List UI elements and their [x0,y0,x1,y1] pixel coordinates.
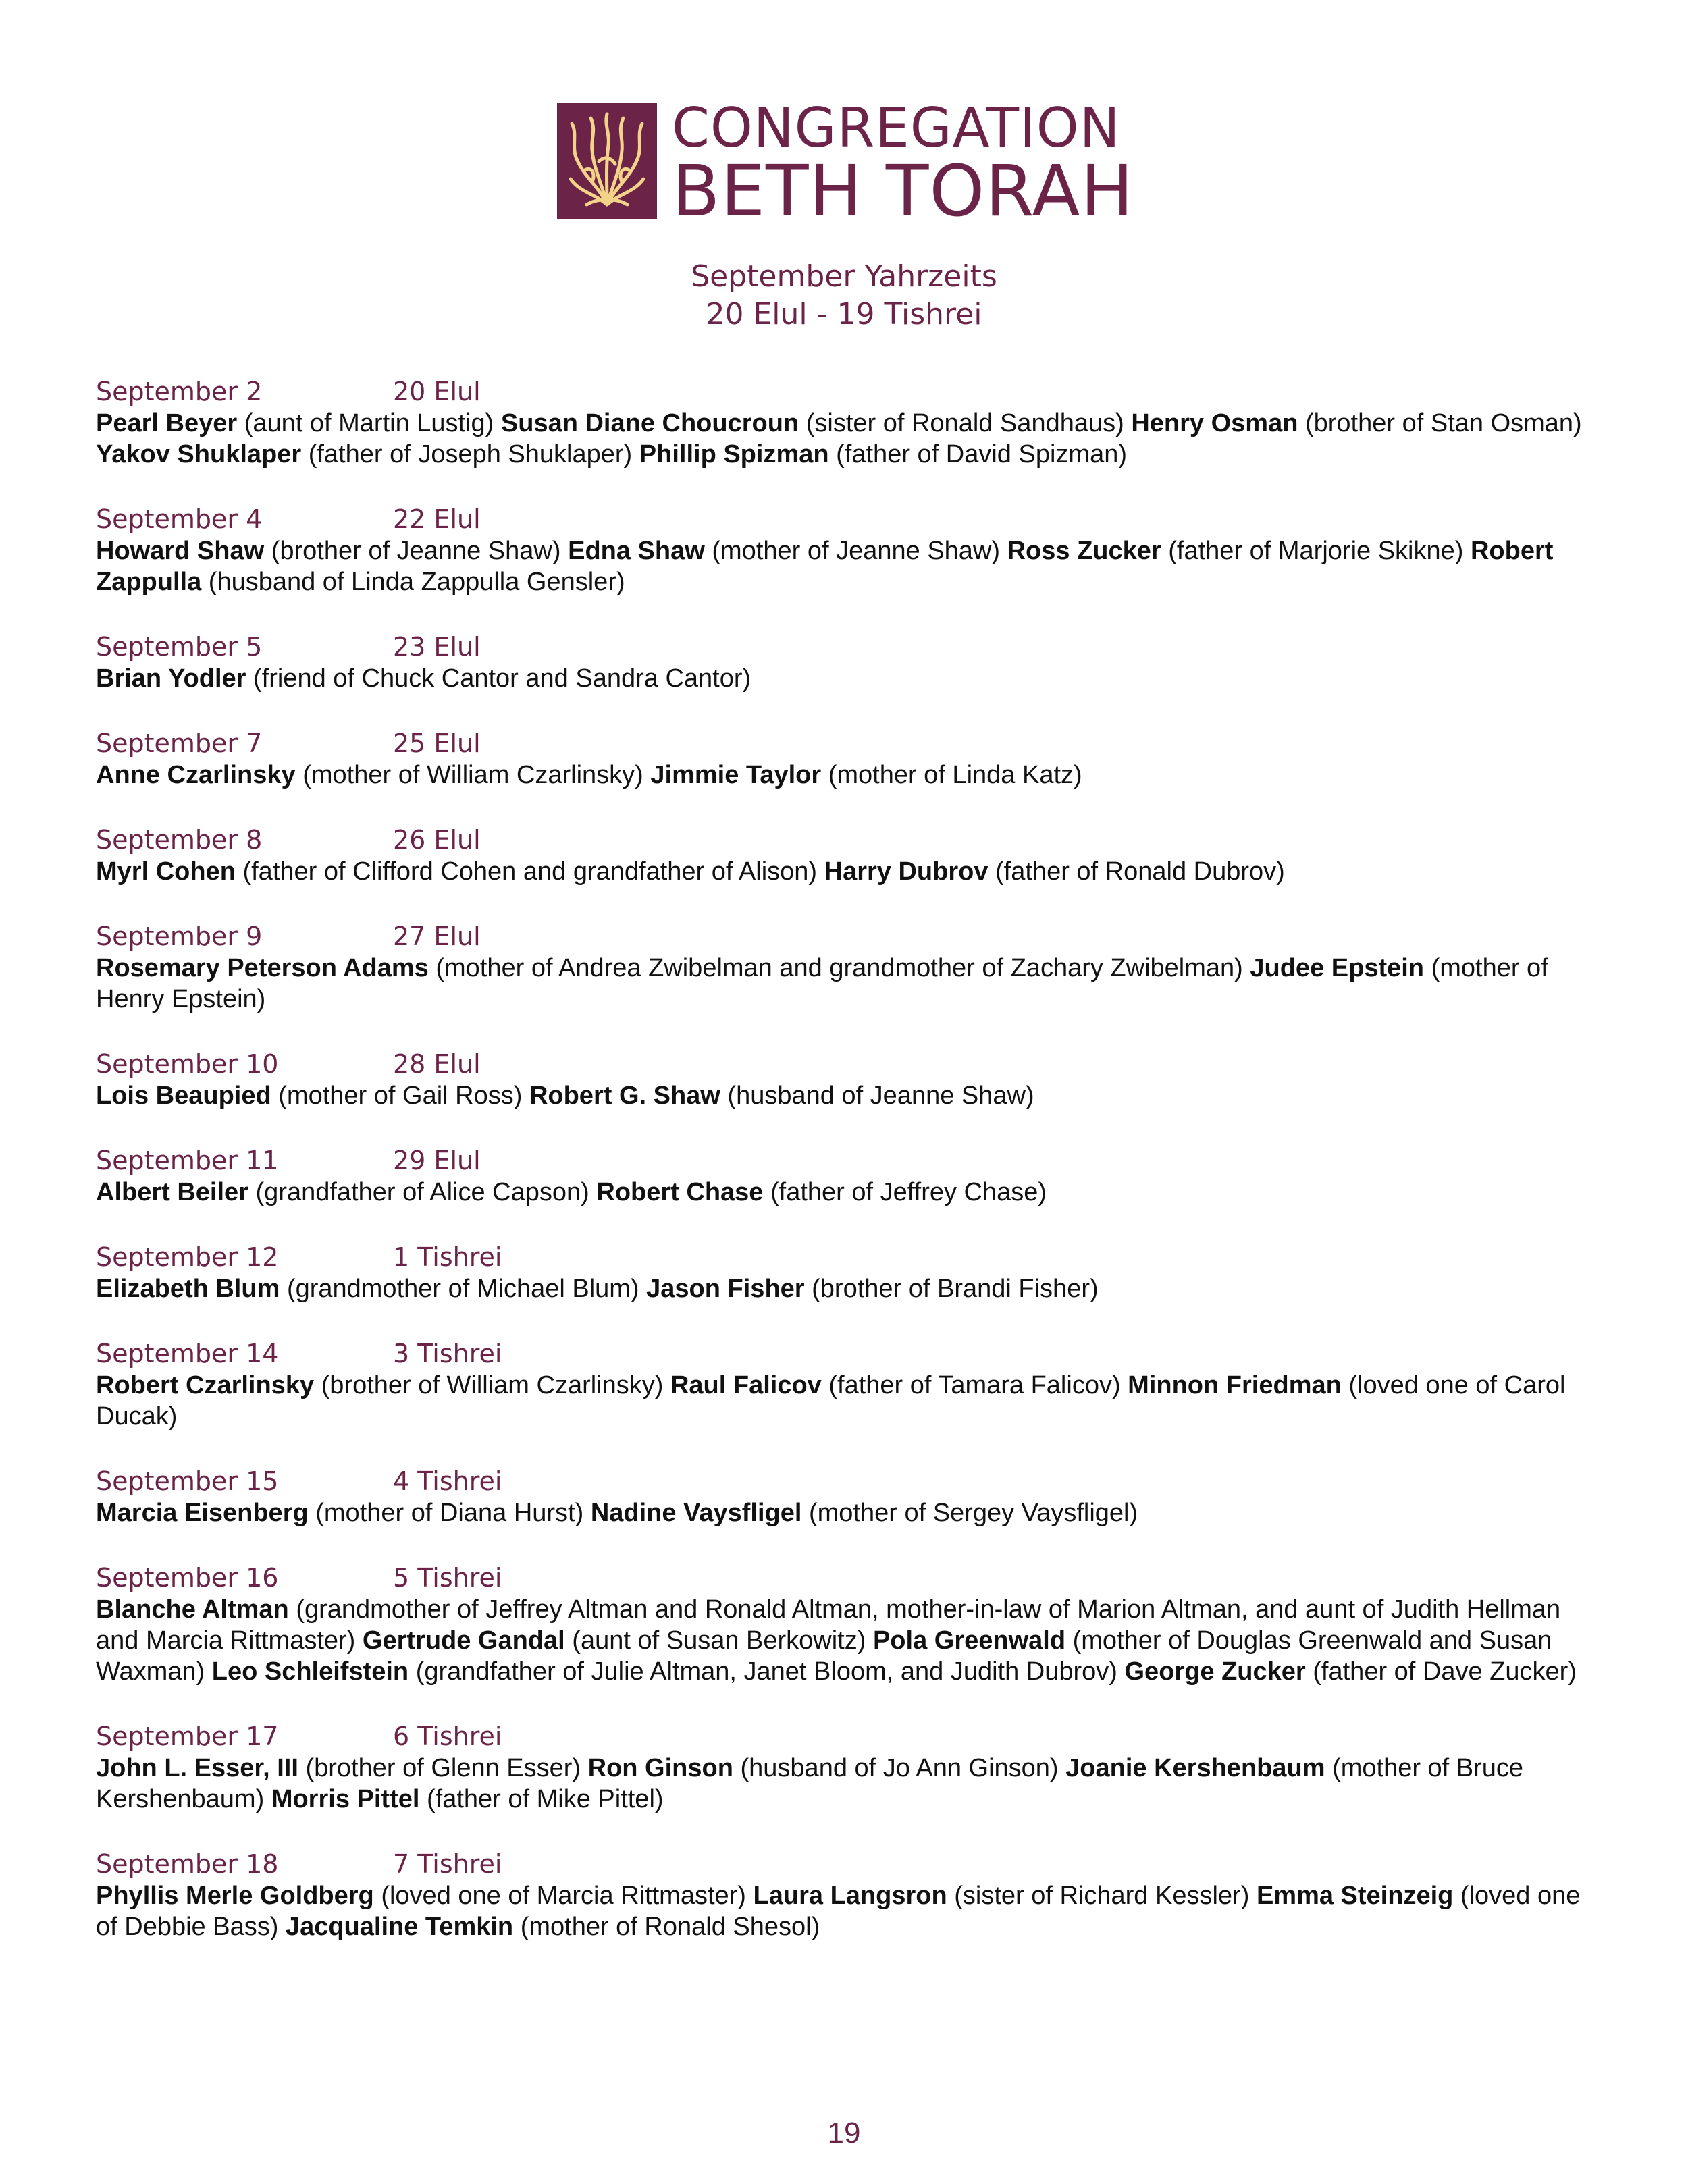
relation-text: (friend of Chuck Cantor and Sandra Cantor) [253,664,751,693]
relation-text: (brother of Stan Osman) [1304,409,1582,437]
deceased-name: Susan Diane Choucroun [500,409,799,437]
deceased-name: Laura Langsron [753,1882,947,1910]
hebrew-date: 4 Tishrei [393,1466,502,1496]
relation-text: (mother of Douglas Greenwald and Susan Waxman) [96,1626,1552,1686]
logo-line-2: BETH TORAH [672,150,1134,232]
yahrzeit-entry [96,1338,1602,1432]
relation-text: (brother of Brandi Fisher) [812,1275,1099,1303]
hebrew-date: 7 Tishrei [393,1849,502,1879]
deceased-name: Yakov Shuklaper [96,440,302,469]
entry-date-row [96,376,1602,408]
deceased-name: Jason Fisher [646,1275,805,1303]
deceased-name: Nadine Vaysfligel [590,1499,802,1527]
entry-date-row [96,728,1602,760]
gregorian-date: September 4 [96,504,263,534]
deceased-name: Raul Falicov [670,1371,822,1400]
yahrzeit-entry [96,1242,1602,1304]
yahrzeit-entry [96,1848,1602,1942]
deceased-name: Harry Dubrov [824,857,988,886]
relation-text: (father of Jeffrey Chase) [770,1178,1047,1206]
entry-date-row [96,824,1602,856]
relation-text: (father of David Spizman) [836,440,1127,469]
relation-text: (mother of Bruce Kershenbaum) [96,1754,1524,1813]
entry-names [96,1497,1602,1528]
entry-date-row [96,1338,1602,1370]
relation-text: (sister of Richard Kessler) [954,1882,1250,1910]
yahrzeit-entry [96,824,1602,887]
relation-text: (aunt of Susan Berkowitz) [572,1626,866,1655]
deceased-name: Phillip Spizman [639,440,829,469]
hebrew-date: 29 Elul [393,1146,481,1175]
date-range-subtitle: 20 Elul - 19 Tishrei [706,297,982,331]
entry-date-row [96,1721,1602,1753]
relation-text: (mother of William Czarlinsky) [302,761,643,789]
relation-text: (grandmother of Michael Blum) [286,1275,639,1303]
relation-text: (father of Dave Zucker) [1313,1657,1577,1686]
yahrzeit-list [96,376,1602,1942]
gregorian-date: September 12 [96,1242,279,1272]
gregorian-date: September 18 [96,1849,279,1879]
relation-text: (father of Joseph Shuklaper) [308,440,633,469]
congregation-logo [557,97,1134,232]
deceased-name: Emma Steinzeig [1256,1882,1454,1910]
entry-date-row [96,921,1602,953]
yahrzeit-entry [96,728,1602,791]
deceased-name: Elizabeth Blum [96,1275,280,1303]
relation-text: (brother of William Czarlinsky) [321,1371,664,1400]
gregorian-date: September 16 [96,1563,279,1593]
entry-date-row [96,1242,1602,1273]
deceased-name: Rosemary Peterson Adams [96,954,429,982]
deceased-name: Pola Greenwald [872,1626,1066,1655]
deceased-name: Marcia Eisenberg [96,1499,309,1527]
logo-wordmark [672,97,1134,232]
relation-text: (grandfather of Julie Altman, Janet Bloom, and Judith Dubrov) [415,1657,1117,1686]
deceased-name: Brian Yodler [96,664,246,693]
gregorian-date: September 8 [96,825,263,855]
entry-date-row [96,1466,1602,1497]
yahrzeit-entry [96,1048,1602,1111]
deceased-name: Judee Epstein [1250,954,1425,982]
deceased-name: Robert Zappulla [96,537,1554,596]
deceased-name: Henry Osman [1131,409,1298,437]
gregorian-date: September 2 [96,377,263,406]
relation-text: (father of Marjorie Skikne) [1168,537,1464,565]
hebrew-date: 3 Tishrei [393,1339,502,1368]
relation-text: (aunt of Martin Lustig) [244,409,494,437]
deceased-name: Minnon Friedman [1128,1371,1342,1400]
yahrzeit-entry [96,1721,1602,1815]
deceased-name: Robert Chase [596,1178,764,1206]
entry-names [96,1273,1602,1304]
relation-text: (husband of Jeanne Shaw) [727,1082,1034,1110]
relation-text: (mother of Henry Epstein) [96,954,1548,1013]
logo-line-1: CONGREGATION [672,97,1121,159]
entry-names [96,953,1602,1015]
yahrzeit-entry [96,1562,1602,1687]
entry-names [96,1753,1602,1815]
gregorian-date: September 7 [96,728,263,758]
relation-text: (mother of Sergey Vaysfligel) [808,1499,1138,1527]
yahrzeit-entry [96,631,1602,694]
entry-names [96,663,1602,694]
relation-text: (mother of Linda Katz) [828,761,1082,789]
deceased-name: Phyllis Merle Goldberg [96,1882,374,1910]
deceased-name: Lois Beaupied [96,1082,271,1110]
entry-date-row [96,504,1602,535]
entry-names [96,856,1602,887]
entry-names [96,1177,1602,1208]
deceased-name: John L. Esser, III [96,1754,298,1782]
entry-names [96,535,1602,597]
yahrzeit-entry [96,1466,1602,1528]
relation-text: (husband of Jo Ann Ginson) [740,1754,1059,1782]
entry-date-row [96,1848,1602,1880]
gregorian-date: September 11 [96,1146,279,1175]
entry-names [96,1370,1602,1432]
deceased-name: Pearl Beyer [96,409,238,437]
relation-text: (mother of Gail Ross) [278,1082,523,1110]
hebrew-date: 28 Elul [393,1049,481,1079]
page-title: September Yahrzeits [691,259,997,294]
deceased-name: Gertrude Gandal [362,1626,565,1655]
yahrzeit-entry [96,1145,1602,1208]
relation-text: (father of Ronald Dubrov) [995,857,1285,886]
entry-names [96,1880,1602,1942]
gregorian-date: September 5 [96,632,263,662]
deceased-name: Leo Schleifstein [211,1657,409,1686]
hebrew-date: 1 Tishrei [393,1242,502,1272]
hebrew-date: 25 Elul [393,728,481,758]
deceased-name: George Zucker [1124,1657,1306,1686]
deceased-name: Anne Czarlinsky [96,761,296,789]
deceased-name: Ross Zucker [1007,537,1161,565]
entry-names [96,1594,1602,1687]
gregorian-date: September 9 [96,922,263,951]
entry-names [96,760,1602,791]
relation-text: (sister of Ronald Sandhaus) [806,409,1124,437]
relation-text: (brother of Jeanne Shaw) [271,537,561,565]
hebrew-date: 20 Elul [393,377,481,406]
hebrew-date: 23 Elul [393,632,481,662]
deceased-name: Joanie Kershenbaum [1065,1754,1325,1782]
deceased-name: Robert G. Shaw [529,1082,720,1110]
deceased-name: Jimmie Taylor [650,761,822,789]
entry-date-row [96,1048,1602,1080]
relation-text: (mother of Jeanne Shaw) [712,537,1001,565]
relation-text: (mother of Diana Hurst) [315,1499,584,1527]
deceased-name: Albert Beiler [96,1178,248,1206]
entry-names [96,408,1602,470]
hebrew-date: 27 Elul [393,922,481,951]
gregorian-date: September 14 [96,1339,279,1368]
relation-text: (brother of Glenn Esser) [305,1754,581,1782]
relation-text: (loved one of Debbie Bass) [96,1882,1581,1941]
relation-text: (husband of Linda Zappulla Gensler) [208,568,625,596]
page-number: 19 [827,2116,861,2150]
gregorian-date: September 15 [96,1466,279,1496]
hebrew-date: 22 Elul [393,504,481,534]
hebrew-date: 6 Tishrei [393,1722,502,1751]
relation-text: (father of Clifford Cohen and grandfather of Alison) [242,857,818,886]
gregorian-date: September 17 [96,1722,279,1751]
relation-text: (father of Tamara Falicov) [828,1371,1121,1400]
deceased-name: Robert Czarlinsky [96,1371,315,1400]
flame-logo-icon [557,103,657,219]
relation-text: (mother of Andrea Zwibelman and grandmother of Zachary Zwibelman) [436,954,1243,982]
deceased-name: Morris Pittel [271,1785,420,1813]
gregorian-date: September 10 [96,1049,279,1079]
entry-date-row [96,1562,1602,1594]
yahrzeit-entry [96,921,1602,1015]
entry-names [96,1080,1602,1111]
hebrew-date: 26 Elul [393,825,481,855]
deceased-name: Ron Ginson [587,1754,733,1782]
relation-text: (grandmother of Jeffrey Altman and Ronald Altman, mother-in-law of Marion Altman, and aunt of Judith Hellman and Marcia Rittmaster) [96,1595,1561,1655]
hebrew-date: 5 Tishrei [393,1563,502,1593]
relation-text: (loved one of Marcia Rittmaster) [381,1882,746,1910]
deceased-name: Howard Shaw [96,537,265,565]
relation-text: (father of Mike Pittel) [426,1785,664,1813]
deceased-name: Edna Shaw [568,537,705,565]
relation-text: (mother of Ronald Shesol) [520,1913,820,1941]
deceased-name: Jacqualine Temkin [285,1913,514,1941]
relation-text: (loved one of Carol Ducak) [96,1371,1566,1431]
relation-text: (grandfather of Alice Capson) [255,1178,589,1206]
deceased-name: Myrl Cohen [96,857,236,886]
entry-date-row [96,631,1602,663]
entry-date-row [96,1145,1602,1177]
yahrzeit-entry [96,376,1602,470]
deceased-name: Blanche Altman [96,1595,289,1624]
yahrzeit-entry [96,504,1602,597]
